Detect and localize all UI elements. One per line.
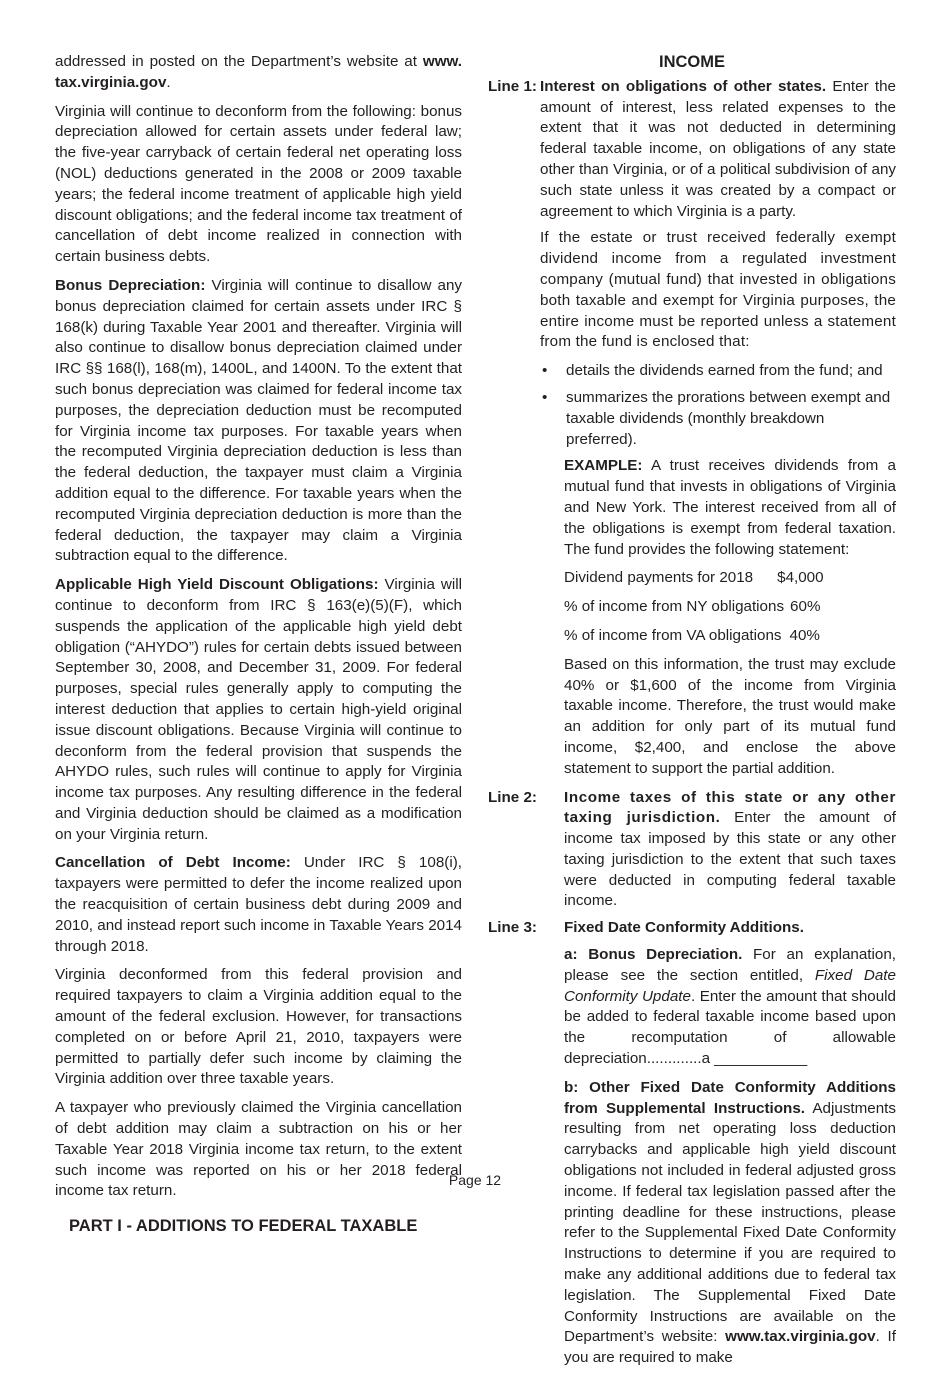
left-column bbox=[55, 52, 462, 1237]
example-conclusion: Based on this information, the trust may exclude 40% or $1,600 of the income from Virginia taxable income. Therefore, the trust would make an addition for only part of its mutual fund income, $2,400, and enclose the above statement to support the partial addition. bbox=[564, 655, 896, 777]
section-reference: Fixed Date Conformity Update bbox=[564, 966, 896, 1005]
value: 40% bbox=[789, 626, 820, 644]
paragraph-ahydo bbox=[55, 575, 462, 845]
line-number: Line 1: bbox=[488, 77, 537, 95]
paragraph-deconform: Virginia will continue to deconform from the following: bonus depreciation allowed for certain assets under federal law; the five-year carryback of certain federal net operating loss (NOL) deductions generated in the 2008 or 2009 taxable years; the federal income treatment of applicable high yield discount obligations; and the federal income tax treatment of cancellation of debt income realized in connection with certain business debts. bbox=[55, 102, 462, 266]
bullet-item bbox=[540, 361, 896, 382]
lead: a: Bonus Depreciation. bbox=[564, 946, 743, 964]
text: Enter the amount of interest, less related expenses to the extent that it was not deducted in determining federal taxable income, on obligations of any state other than Virginia, or of a political subdivision of any such state unless it was created by a compact or agreement to which Virginia is a party. bbox=[540, 77, 897, 220]
lead: Cancellation of Debt Income: bbox=[55, 854, 291, 872]
line-3a bbox=[564, 945, 896, 1070]
line-number: Line 2: bbox=[488, 788, 537, 806]
paragraph-subtraction: A taxpayer who previously claimed the Virginia cancellation of debt addition may claim a subtraction on his or her Taxable Year 2018 Virginia income tax return, to the extent such income was reported on his or her 2018 federal income tax return. bbox=[55, 1099, 462, 1200]
paragraph-cancellation-debt bbox=[55, 853, 462, 957]
text: summarizes the prorations between exempt and taxable dividends (monthly breakdown preferred). bbox=[566, 388, 891, 448]
text: . Enter the amount that should be added to federal taxable income based upon the recomputation of allowable depreciation.............a ___________ bbox=[564, 987, 896, 1068]
paragraph-mutual-fund: If the estate or trust received federally exempt dividend income from a regulated investment company (mutual fund) that invested in obligations both taxable and exempt for Virginia purposes, the entire income must be reported unless a statement from the fund is enclosed that: bbox=[540, 229, 896, 351]
line-1 bbox=[488, 77, 896, 223]
statement-row bbox=[564, 597, 896, 618]
line-number: Line 3: bbox=[488, 919, 537, 937]
lead: Applicable High Yield Discount Obligations: bbox=[55, 576, 379, 594]
page-number: Page 12 bbox=[448, 1172, 502, 1188]
paragraph-bonus-depreciation bbox=[55, 276, 462, 567]
text: Under IRC § 108(i), taxpayers were permitted to defer the income realized upon the reacquisition of certain business debt during 2009 and 2010, and instead report such income in Taxable Years 2014 through 2018. bbox=[55, 854, 462, 955]
bullet-icon: • bbox=[542, 388, 548, 406]
statement-row bbox=[564, 568, 896, 589]
text: For an explanation, please see the section entitled, bbox=[564, 946, 896, 984]
lead: EXAMPLE: bbox=[564, 457, 643, 475]
text: . bbox=[166, 73, 171, 91]
part-heading: PART I - ADDITIONS TO FEDERAL TAXABLE bbox=[69, 1217, 418, 1236]
line-2 bbox=[488, 788, 896, 913]
lead: Interest on obligations of other states. bbox=[540, 77, 827, 95]
text: Virginia will continue to deconform from IRC § 163(e)(5)(F), which suspends the application of the applicable high yield debt obligation (“AHYDO”) rules for certain debts issued between September 30, 2008, and December 31, 2009. For federal purposes, special rules generally apply to computing the interest deduction that applies to certain high-yield original issue discount obligations. Because Virginia will continue to deconform from the federal provision that suspends the AHYDO rules, such rules will continue to apply for Virginia income tax purposes. Any resulting difference in the federal and Virginia deduction should be claimed as a modification on your Virginia return. bbox=[55, 576, 463, 843]
line-3 bbox=[488, 918, 896, 939]
lead: Fixed Date Conformity Additions. bbox=[564, 919, 804, 937]
statement-row bbox=[564, 626, 896, 647]
text: A trust receives dividends from a mutual fund that invests in obligations of Virginia and New York. The interest received from all of the obligations is exempt from federal taxation. The fund provides the following statement: bbox=[564, 457, 896, 558]
value: 60% bbox=[790, 598, 821, 616]
website-link[interactable]: www.tax.virginia.gov bbox=[725, 1328, 876, 1346]
example-paragraph bbox=[564, 456, 896, 560]
website-link[interactable]: www. tax.virginia.gov bbox=[55, 53, 462, 91]
income-heading: INCOME bbox=[659, 53, 725, 71]
bullet-item bbox=[540, 388, 896, 450]
paragraph-deconformed: Virginia deconformed from this federal provision and required taxpayers to claim a Virginia addition equal to the amount of the federal exclusion. However, for transactions completed on or before April 21, 2010, taxpayers were permitted to partially defer such income by claiming the Virginia addition over three taxable years. bbox=[55, 966, 462, 1088]
text: . If you are required to make bbox=[564, 1328, 896, 1367]
text: Enter the amount of income tax imposed by this state or any other taxing jurisdiction to the extent that such taxes were deducted in computing federal taxable income. bbox=[564, 809, 896, 910]
text: addressed in posted on the Department’s website at bbox=[55, 53, 423, 70]
label: Dividend payments for 2018 bbox=[564, 569, 754, 587]
label: % of income from NY obligations bbox=[564, 598, 785, 616]
lead: Bonus Depreciation: bbox=[55, 276, 206, 294]
lead: b: Other Fixed Date Conformity Additions from Supplemental Instructions. bbox=[564, 1078, 896, 1117]
text: Virginia will continue to disallow any bonus depreciation claimed for certain assets under IRC § 168(k) during Taxable Year 2001 and thereafter. Virginia will also continue to disallow bonus depreciation claimed under IRC §§ 168(l), 168(m), 1400L, and 1400N. To the extent that such bonus depreciation was claimed for federal income tax purposes, the depreciation deduction must be recomputed for Virginia income tax purposes. For taxable years when the recomputed Virginia depreciation deduction is less than the federal deduction, the taxpayer must claim a Virginia addition equal to the difference. For taxable years when the recomputed Virginia depreciation deduction is more than the federal deduction, the taxpayer may claim a Virginia subtraction equal to the difference. bbox=[55, 276, 462, 565]
line-3b bbox=[564, 1078, 896, 1369]
paragraph-website bbox=[55, 52, 462, 94]
value: $4,000 bbox=[777, 569, 824, 587]
text: details the dividends earned from the fund; and bbox=[566, 362, 883, 380]
lead: Income taxes of this state or any other taxing jurisdiction. bbox=[564, 788, 896, 827]
label: % of income from VA obligations bbox=[564, 626, 782, 644]
bullet-icon: • bbox=[542, 362, 548, 380]
text: Adjustments resulting from net operating loss deduction carrybacks and applicable high yield discount obligations not included in federal adjusted gross income. If federal tax legislation passed after the printing deadline for these instructions, please refer to the Supplemental Fixed Date Conformity Instructions to determine if you are required to make any additional additions due to federal tax legislation. The Supplemental Fixed Date Conformity Instructions are available on the Department’s website: bbox=[564, 1099, 896, 1346]
